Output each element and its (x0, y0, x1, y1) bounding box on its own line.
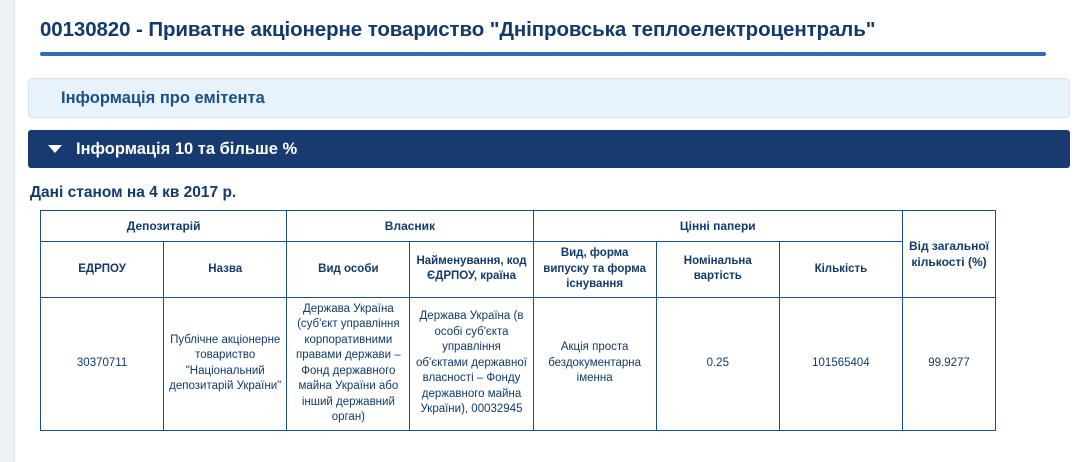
page-content (14, 0, 1077, 462)
chevron-down-icon[interactable] (48, 145, 62, 153)
group-header-securities: Цінні папери (533, 211, 902, 242)
cell-name: Публічне акціонерне товариство "Національний депозитарій України" (164, 297, 287, 430)
left-rail (0, 0, 15, 462)
section-header-issuer-info[interactable] (28, 78, 1070, 118)
column-header-name: Назва (164, 242, 287, 298)
cell-owner-name: Держава Україна (в особі суб'єкта управління об'єктами державної власності – Фонду державного майна України), 00032945 (410, 297, 533, 430)
table-group-header-row (41, 211, 996, 242)
column-header-percent: Від загальної кількості (%) (903, 211, 996, 298)
column-header-owner-name: Найменування, код ЄДРПОУ, країна (410, 242, 533, 298)
cell-person-type: Держава Україна (суб'єкт управління корпоративними правами держави – Фонд державного майна України або інший державний орган) (287, 297, 410, 430)
column-header-nominal: Номінальна вартість (656, 242, 779, 298)
cell-percent: 99.9277 (903, 297, 996, 430)
cell-nominal: 0.25 (656, 297, 779, 430)
group-header-depository: Депозитарій (41, 211, 287, 242)
ownership-table (40, 210, 996, 431)
column-header-security-type: Вид, форма випуску та форма існування (533, 242, 656, 298)
column-header-quantity: Кількість (779, 242, 902, 298)
cell-security-type: Акція проста бездокументарна іменна (533, 297, 656, 430)
column-header-edrpou: ЕДРПОУ (41, 242, 164, 298)
table-row (41, 297, 996, 430)
column-header-person-type: Вид особи (287, 242, 410, 298)
data-as-of-label: Дані станом на 4 кв 2017 р. (30, 184, 237, 201)
title-underline (40, 52, 1046, 56)
section-header-issuer-info-label: Інформація про емітента (61, 88, 265, 107)
section-header-ownership-label: Інформація 10 та більше % (76, 139, 298, 158)
section-header-ownership[interactable] (28, 130, 1070, 168)
cell-edrpou: 30370711 (41, 297, 164, 430)
cell-quantity: 101565404 (779, 297, 902, 430)
page-title: 00130820 - Приватне акціонерне товариство "Дніпровська теплоелектроцентраль" (40, 18, 876, 41)
group-header-owner: Власник (287, 211, 533, 242)
table-header-row (41, 242, 996, 298)
